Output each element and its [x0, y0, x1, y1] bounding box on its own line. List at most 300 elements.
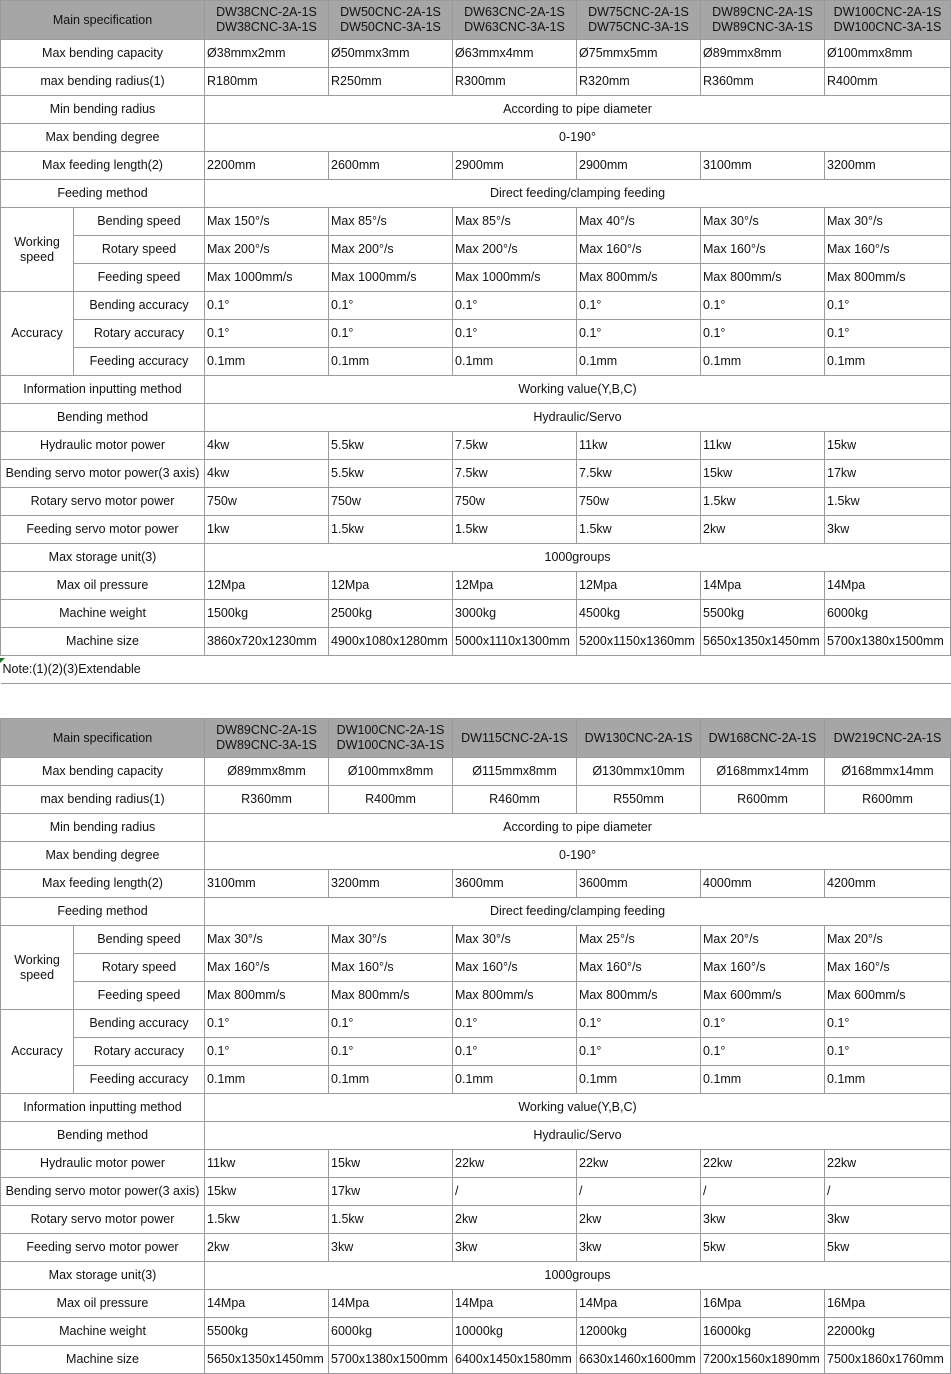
row-label: Max oil pressure — [1, 1290, 205, 1318]
table-row — [1, 544, 951, 572]
table-row — [1, 292, 951, 320]
value-cell: Max 800mm/s — [205, 982, 329, 1010]
value-cell: 0.1° — [329, 292, 453, 320]
value-cell: Max 200°/s — [329, 236, 453, 264]
table-row — [1, 376, 951, 404]
value-cell: Max 600mm/s — [701, 982, 825, 1010]
table-row — [1, 460, 951, 488]
header-label: Main specification — [1, 1, 205, 40]
value-cell: 5.5kw — [329, 432, 453, 460]
row-label: Machine weight — [1, 600, 205, 628]
table-row — [1, 1150, 951, 1178]
value-cell: 750w — [329, 488, 453, 516]
value-cell: 10000kg — [453, 1318, 577, 1346]
row-label: Min bending radius — [1, 814, 205, 842]
value-cell: 4900x1080x1280mm — [329, 628, 453, 656]
model-header — [205, 1, 329, 40]
value-cell: 14Mpa — [577, 1290, 701, 1318]
value-cell: 2600mm — [329, 152, 453, 180]
value-cell: 3200mm — [825, 152, 951, 180]
model-name: DW168CNC-2A-1S — [708, 730, 817, 745]
value-cell: 1.5kw — [825, 488, 951, 516]
value-cell: 0.1° — [577, 292, 701, 320]
value-cell: 11kw — [701, 432, 825, 460]
row-label: max bending radius(1) — [1, 786, 205, 814]
model-name: DW100CNC-3A-1S — [336, 738, 445, 752]
value-cell: 0.1mm — [329, 348, 453, 376]
value-cell: / — [453, 1178, 577, 1206]
value-cell: Max 200°/s — [453, 236, 577, 264]
value-cell: 14Mpa — [205, 1290, 329, 1318]
table-row — [1, 842, 951, 870]
row-label: Max oil pressure — [1, 572, 205, 600]
value-cell: Max 160°/s — [329, 954, 453, 982]
value-cell: Max 30°/s — [205, 926, 329, 954]
value-cell: Max 20°/s — [701, 926, 825, 954]
merged-value-cell: 0-190° — [205, 842, 951, 870]
model-name: DW100CNC-2A-1S — [833, 5, 942, 19]
model-name: DW100CNC-3A-1S — [833, 20, 942, 34]
value-cell: 0.1° — [453, 1010, 577, 1038]
value-cell: 12Mpa — [329, 572, 453, 600]
model-header — [205, 719, 329, 758]
value-cell: 5000x1110x1300mm — [453, 628, 577, 656]
value-cell: 15kw — [329, 1150, 453, 1178]
value-cell: 0.1° — [329, 1010, 453, 1038]
table-row — [1, 1318, 951, 1346]
value-cell: 0.1° — [205, 1010, 329, 1038]
row-label: Information inputting method — [1, 1094, 205, 1122]
value-cell: 0.1° — [205, 320, 329, 348]
group-label: Working speed — [1, 208, 74, 292]
table-row — [1, 1346, 951, 1374]
row-label: Rotary servo motor power — [1, 488, 205, 516]
value-cell: Max 1000mm/s — [329, 264, 453, 292]
row-label: Machine size — [1, 1346, 205, 1374]
value-cell: 2500kg — [329, 600, 453, 628]
value-cell: 0.1° — [825, 292, 951, 320]
table-row — [1, 1178, 951, 1206]
value-cell: 22000kg — [825, 1318, 951, 1346]
value-cell: 6000kg — [825, 600, 951, 628]
table-row — [1, 348, 951, 376]
value-cell: 4000mm — [701, 870, 825, 898]
value-cell: Ø75mmx5mm — [577, 40, 701, 68]
value-cell: Ø130mmx10mm — [577, 758, 701, 786]
value-cell: 16Mpa — [701, 1290, 825, 1318]
value-cell: 5650x1350x1450mm — [205, 1346, 329, 1374]
table-row — [1, 208, 951, 236]
table-row — [1, 814, 951, 842]
value-cell: Max 160°/s — [701, 954, 825, 982]
row-label: Bending servo motor power(3 axis) — [1, 1178, 205, 1206]
table-row — [1, 40, 951, 68]
table-row — [1, 1262, 951, 1290]
header-row — [1, 1, 951, 40]
value-cell: 5700x1380x1500mm — [825, 628, 951, 656]
value-cell: 0.1° — [577, 1010, 701, 1038]
value-cell: Max 30°/s — [825, 208, 951, 236]
model-name: DW75CNC-3A-1S — [588, 20, 689, 34]
value-cell: R250mm — [329, 68, 453, 96]
header-label: Main specification — [1, 719, 205, 758]
value-cell: 0.1° — [825, 1010, 951, 1038]
value-cell: 0.1mm — [453, 1066, 577, 1094]
table-row — [1, 1066, 951, 1094]
model-name: DW89CNC-3A-1S — [712, 20, 813, 34]
value-cell: 3000kg — [453, 600, 577, 628]
model-name: DW38CNC-2A-1S — [216, 5, 317, 19]
merged-value-cell: 0-190° — [205, 124, 951, 152]
value-cell: Max 800mm/s — [577, 982, 701, 1010]
value-cell: Max 30°/s — [453, 926, 577, 954]
value-cell: 14Mpa — [701, 572, 825, 600]
value-cell: 750w — [205, 488, 329, 516]
value-cell: 1.5kw — [453, 516, 577, 544]
row-label: Feeding speed — [74, 264, 205, 292]
table-row — [1, 870, 951, 898]
value-cell: Max 160°/s — [453, 954, 577, 982]
value-cell: Max 800mm/s — [701, 264, 825, 292]
table-row — [1, 152, 951, 180]
value-cell: 3860x720x1230mm — [205, 628, 329, 656]
row-label: Information inputting method — [1, 376, 205, 404]
value-cell: 1.5kw — [701, 488, 825, 516]
value-cell: 6000kg — [329, 1318, 453, 1346]
value-cell: Ø100mmx8mm — [825, 40, 951, 68]
value-cell: 3kw — [577, 1234, 701, 1262]
value-cell: 0.1° — [577, 1038, 701, 1066]
value-cell: 7.5kw — [453, 432, 577, 460]
value-cell: 1500kg — [205, 600, 329, 628]
value-cell: 7.5kw — [577, 460, 701, 488]
value-cell: 0.1mm — [205, 348, 329, 376]
value-cell: R400mm — [825, 68, 951, 96]
table-row — [1, 758, 951, 786]
value-cell: 14Mpa — [329, 1290, 453, 1318]
value-cell: 0.1° — [205, 292, 329, 320]
group-label: Working speed — [1, 926, 74, 1010]
value-cell: R180mm — [205, 68, 329, 96]
merged-value-cell: Hydraulic/Servo — [205, 404, 951, 432]
value-cell: / — [701, 1178, 825, 1206]
value-cell: 2200mm — [205, 152, 329, 180]
row-label: Rotary speed — [74, 236, 205, 264]
value-cell: 0.1mm — [205, 1066, 329, 1094]
table-row — [1, 68, 951, 96]
value-cell: 0.1° — [205, 1038, 329, 1066]
spec-table-2 — [0, 718, 951, 1374]
value-cell: 0.1° — [453, 1038, 577, 1066]
table-row — [1, 236, 951, 264]
value-cell: 0.1° — [329, 1038, 453, 1066]
row-label: Bending method — [1, 1122, 205, 1150]
value-cell: Max 200°/s — [205, 236, 329, 264]
value-cell: 5.5kw — [329, 460, 453, 488]
value-cell: 7.5kw — [453, 460, 577, 488]
row-label: Feeding speed — [74, 982, 205, 1010]
model-name: DW63CNC-3A-1S — [464, 20, 565, 34]
value-cell: 3kw — [701, 1206, 825, 1234]
spec-table-1 — [0, 0, 951, 684]
value-cell: 0.1° — [577, 320, 701, 348]
table-row — [1, 1234, 951, 1262]
value-cell: Max 40°/s — [577, 208, 701, 236]
header-row — [1, 719, 951, 758]
value-cell: R300mm — [453, 68, 577, 96]
value-cell: Max 800mm/s — [453, 982, 577, 1010]
row-label: Min bending radius — [1, 96, 205, 124]
value-cell: Max 25°/s — [577, 926, 701, 954]
value-cell: Ø89mmx8mm — [205, 758, 329, 786]
value-cell: 750w — [453, 488, 577, 516]
table-row — [1, 488, 951, 516]
row-label: Max feeding length(2) — [1, 870, 205, 898]
value-cell: 2kw — [577, 1206, 701, 1234]
row-label: Rotary servo motor power — [1, 1206, 205, 1234]
row-label: Max bending capacity — [1, 758, 205, 786]
model-header — [453, 719, 577, 758]
value-cell: 5500kg — [205, 1318, 329, 1346]
value-cell: Max 150°/s — [205, 208, 329, 236]
merged-value-cell: Hydraulic/Servo — [205, 1122, 951, 1150]
value-cell: Ø168mmx14mm — [825, 758, 951, 786]
value-cell: 0.1° — [825, 1038, 951, 1066]
value-cell: R360mm — [701, 68, 825, 96]
value-cell: 5200x1150x1360mm — [577, 628, 701, 656]
model-name: DW115CNC-2A-1S — [461, 730, 568, 745]
value-cell: 0.1mm — [329, 1066, 453, 1094]
value-cell: Max 85°/s — [329, 208, 453, 236]
value-cell: Ø168mmx14mm — [701, 758, 825, 786]
row-label: Feeding accuracy — [74, 348, 205, 376]
value-cell: 17kw — [825, 460, 951, 488]
value-cell: 0.1° — [329, 320, 453, 348]
value-cell: 1.5kw — [329, 1206, 453, 1234]
value-cell: Max 85°/s — [453, 208, 577, 236]
table-row — [1, 432, 951, 460]
value-cell: Max 160°/s — [825, 954, 951, 982]
value-cell: 5700x1380x1500mm — [329, 1346, 453, 1374]
table-row — [1, 180, 951, 208]
value-cell: 1.5kw — [577, 516, 701, 544]
value-cell: 7200x1560x1890mm — [701, 1346, 825, 1374]
value-cell: 2kw — [205, 1234, 329, 1262]
model-header — [329, 719, 453, 758]
model-name: DW89CNC-2A-1S — [216, 723, 317, 737]
value-cell: Max 1000mm/s — [453, 264, 577, 292]
model-name: DW38CNC-3A-1S — [216, 20, 317, 34]
value-cell: 3600mm — [577, 870, 701, 898]
model-header — [825, 1, 951, 40]
row-label: Rotary accuracy — [74, 320, 205, 348]
row-label: Feeding accuracy — [74, 1066, 205, 1094]
table-row — [1, 124, 951, 152]
value-cell: 0.1° — [825, 320, 951, 348]
value-cell: 0.1mm — [577, 1066, 701, 1094]
row-label: Feeding method — [1, 180, 205, 208]
group-label: Accuracy — [1, 1010, 74, 1094]
model-header — [577, 719, 701, 758]
merged-value-cell: According to pipe diameter — [205, 814, 951, 842]
row-label: Feeding servo motor power — [1, 1234, 205, 1262]
value-cell: Max 160°/s — [701, 236, 825, 264]
value-cell: Max 160°/s — [205, 954, 329, 982]
value-cell: 15kw — [701, 460, 825, 488]
table-row — [1, 320, 951, 348]
value-cell: Max 160°/s — [577, 954, 701, 982]
value-cell: 4kw — [205, 432, 329, 460]
value-cell: 0.1mm — [701, 1066, 825, 1094]
value-cell: 0.1° — [701, 292, 825, 320]
row-label: Machine size — [1, 628, 205, 656]
table-row — [1, 516, 951, 544]
value-cell: 1.5kw — [329, 516, 453, 544]
value-cell: Max 800mm/s — [825, 264, 951, 292]
value-cell: / — [577, 1178, 701, 1206]
row-label: Max bending degree — [1, 842, 205, 870]
value-cell: 14Mpa — [453, 1290, 577, 1318]
value-cell: Max 30°/s — [329, 926, 453, 954]
model-header — [701, 719, 825, 758]
value-cell: 0.1° — [453, 292, 577, 320]
value-cell: 16000kg — [701, 1318, 825, 1346]
value-cell: Ø38mmx2mm — [205, 40, 329, 68]
model-name: DW219CNC-2A-1S — [833, 730, 942, 745]
value-cell: 0.1mm — [825, 1066, 951, 1094]
value-cell: R460mm — [453, 786, 577, 814]
value-cell: 6400x1450x1580mm — [453, 1346, 577, 1374]
value-cell: 22kw — [453, 1150, 577, 1178]
merged-value-cell: Direct feeding/clamping feeding — [205, 898, 951, 926]
group-label: Accuracy — [1, 292, 74, 376]
table-row — [1, 1290, 951, 1318]
value-cell: 0.1° — [701, 1038, 825, 1066]
value-cell: R320mm — [577, 68, 701, 96]
value-cell: 5500kg — [701, 600, 825, 628]
value-cell: 2900mm — [577, 152, 701, 180]
value-cell: 15kw — [205, 1178, 329, 1206]
value-cell: 3100mm — [205, 870, 329, 898]
table-row — [1, 628, 951, 656]
value-cell: 2kw — [701, 516, 825, 544]
value-cell: 4500kg — [577, 600, 701, 628]
value-cell: R600mm — [825, 786, 951, 814]
table-row — [1, 926, 951, 954]
model-header — [577, 1, 701, 40]
row-label: Bending accuracy — [74, 292, 205, 320]
model-header — [329, 1, 453, 40]
value-cell: 0.1mm — [577, 348, 701, 376]
row-label: Feeding servo motor power — [1, 516, 205, 544]
merged-value-cell: 1000groups — [205, 1262, 951, 1290]
value-cell: 12000kg — [577, 1318, 701, 1346]
merged-value-cell: Direct feeding/clamping feeding — [205, 180, 951, 208]
value-cell: 0.1mm — [825, 348, 951, 376]
table-row — [1, 1206, 951, 1234]
value-cell: 22kw — [825, 1150, 951, 1178]
merged-value-cell: Working value(Y,B,C) — [205, 1094, 951, 1122]
value-cell: 3kw — [453, 1234, 577, 1262]
value-cell: 3200mm — [329, 870, 453, 898]
model-name: DW130CNC-2A-1S — [584, 730, 693, 745]
table-row — [1, 1094, 951, 1122]
value-cell: Max 800mm/s — [577, 264, 701, 292]
row-label: Feeding method — [1, 898, 205, 926]
value-cell: Max 20°/s — [825, 926, 951, 954]
value-cell: Ø89mmx8mm — [701, 40, 825, 68]
row-label: Bending accuracy — [74, 1010, 205, 1038]
model-name: DW50CNC-2A-1S — [340, 5, 441, 19]
table-row — [1, 96, 951, 124]
value-cell: R400mm — [329, 786, 453, 814]
merged-value-cell: Working value(Y,B,C) — [205, 376, 951, 404]
value-cell: 3kw — [329, 1234, 453, 1262]
row-label: Hydraulic motor power — [1, 1150, 205, 1178]
row-label: Max storage unit(3) — [1, 1262, 205, 1290]
row-label: Bending speed — [74, 208, 205, 236]
value-cell: 22kw — [577, 1150, 701, 1178]
row-label: Max bending capacity — [1, 40, 205, 68]
row-label: Rotary speed — [74, 954, 205, 982]
value-cell: Ø50mmx3mm — [329, 40, 453, 68]
value-cell: 12Mpa — [205, 572, 329, 600]
value-cell: 14Mpa — [825, 572, 951, 600]
value-cell: 5kw — [701, 1234, 825, 1262]
merged-value-cell: 1000groups — [205, 544, 951, 572]
value-cell: Max 600mm/s — [825, 982, 951, 1010]
value-cell: 3600mm — [453, 870, 577, 898]
value-cell: 11kw — [205, 1150, 329, 1178]
row-label: Bending speed — [74, 926, 205, 954]
table-row — [1, 1010, 951, 1038]
table-row — [1, 982, 951, 1010]
value-cell: Ø115mmx8mm — [453, 758, 577, 786]
table-row — [1, 404, 951, 432]
model-header — [453, 1, 577, 40]
value-cell: 0.1° — [453, 320, 577, 348]
value-cell: Max 800mm/s — [329, 982, 453, 1010]
value-cell: 15kw — [825, 432, 951, 460]
model-name: DW89CNC-2A-1S — [712, 5, 813, 19]
value-cell: 3100mm — [701, 152, 825, 180]
value-cell: 5kw — [825, 1234, 951, 1262]
value-cell: 750w — [577, 488, 701, 516]
value-cell: R550mm — [577, 786, 701, 814]
row-label: Machine weight — [1, 1318, 205, 1346]
value-cell: 3kw — [825, 516, 951, 544]
note-row — [1, 656, 951, 684]
model-name: DW50CNC-3A-1S — [340, 20, 441, 34]
table-row — [1, 954, 951, 982]
value-cell: Max 160°/s — [825, 236, 951, 264]
model-name: DW100CNC-2A-1S — [336, 723, 445, 737]
row-label: Hydraulic motor power — [1, 432, 205, 460]
comment-marker-icon — [0, 658, 5, 663]
table-row — [1, 572, 951, 600]
row-label: max bending radius(1) — [1, 68, 205, 96]
value-cell: Max 1000mm/s — [205, 264, 329, 292]
model-name: DW63CNC-2A-1S — [464, 5, 565, 19]
value-cell: 0.1° — [701, 320, 825, 348]
model-header — [825, 719, 951, 758]
model-name: DW89CNC-3A-1S — [216, 738, 317, 752]
value-cell: R600mm — [701, 786, 825, 814]
footnote: Note:(1)(2)(3)Extendable — [1, 656, 951, 684]
value-cell: 6630x1460x1600mm — [577, 1346, 701, 1374]
value-cell: 2900mm — [453, 152, 577, 180]
row-label: Bending method — [1, 404, 205, 432]
